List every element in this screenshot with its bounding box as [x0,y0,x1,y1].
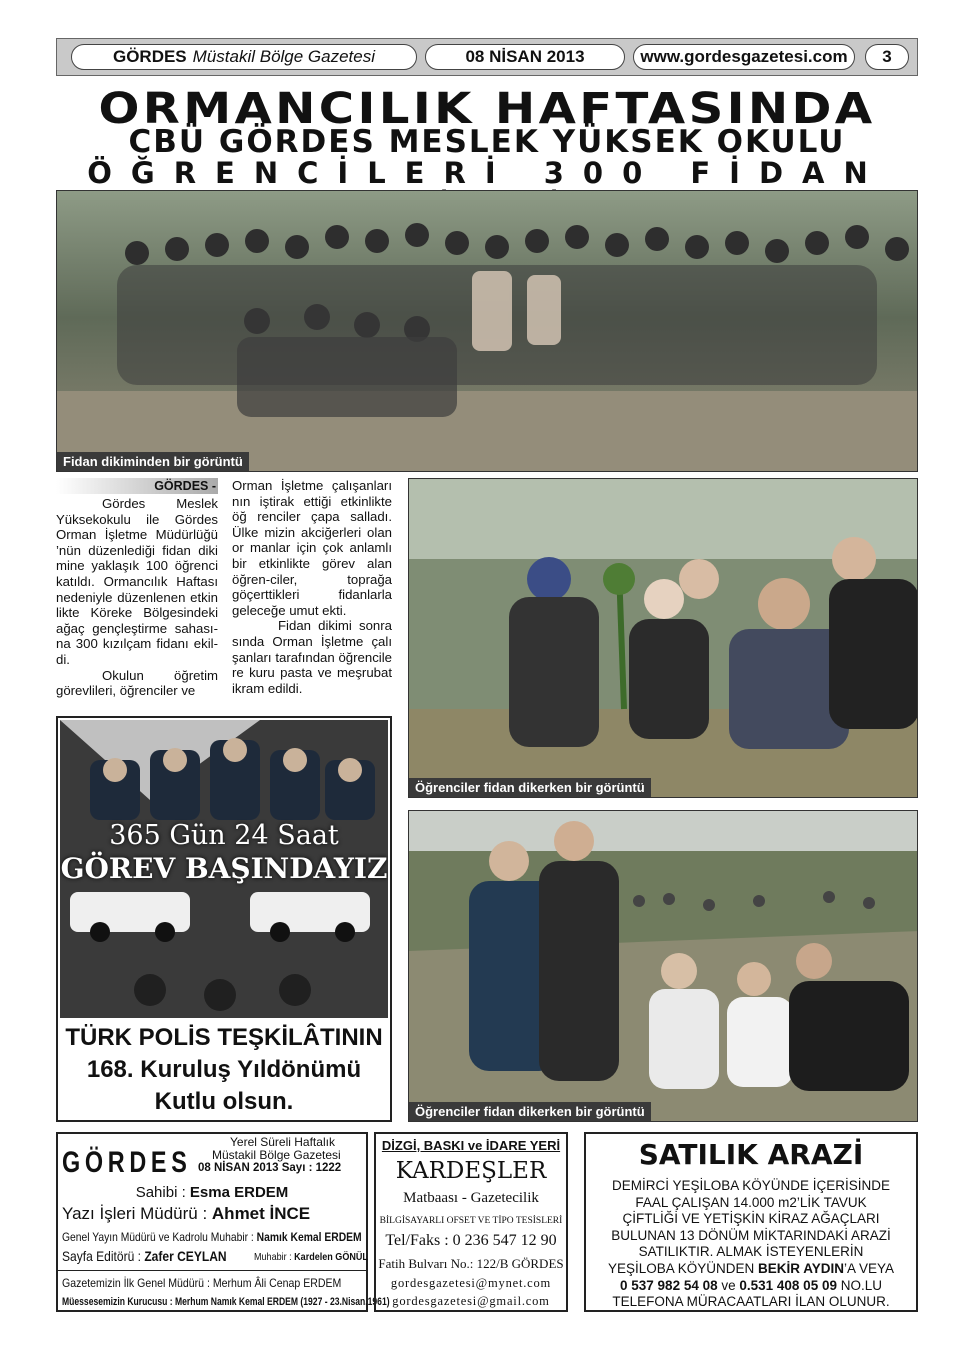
issue-date: 08 NİSAN 2013 [425,44,625,70]
masthead-sub1: Yerel Süreli Haftalık [230,1135,335,1149]
headline-sub: CBÜ GÖRDES MESLEK YÜKSEK OKULU [128,124,846,160]
classified-line-2: FAAL ÇALIŞAN 14.000 m2’LİK TAVUK [635,1194,867,1210]
classified-l7b: ve [717,1277,740,1293]
page-header-bar [56,38,918,76]
police-ad-line3: Kutlu olsun. [154,1088,294,1115]
page-editor-name: Zafer CEYLAN [144,1248,227,1264]
printer-heading: DİZGİ, BASKI ve İDARE YERİ [381,1138,561,1153]
paper-name-pill [71,44,417,70]
gm-label: Genel Yayın Müdürü ve Kadrolu Muhabir : [62,1230,257,1244]
third-photo [408,810,918,1122]
students-planting-image [409,479,918,798]
masthead-editor-row [62,1204,310,1224]
police-slogan-top: 365 Gün 24 Saat [109,820,339,851]
website-link[interactable]: www.gordesgazetesi.com [633,44,855,70]
gm-name: Namık Kemal ERDEM [256,1230,362,1244]
contact-name: BEKİR AYDIN [758,1260,845,1276]
classified-line-3: ÇİFTLİĞİ VE YETİŞKİN KİRAZ AĞAÇLARI [622,1211,880,1227]
contact-phone-1: 0 537 982 54 08 [620,1277,718,1293]
classified-line-8: TELEFONA MÜRACAATLARI İLAN OLUNUR. [612,1294,890,1310]
owner-label: Sahibi : [135,1184,190,1201]
headline-sub2: ÖĞRENCİLERİ 300 FİDAN [87,156,887,190]
printer-phone: Tel/Faks : 0 236 547 12 90 [385,1232,557,1249]
third-photo-caption: Öğrenciler fidan dikerken bir görüntü [409,1102,651,1121]
paper-name: GÖRDES [112,47,187,66]
police-anniversary-ad [56,716,392,1122]
article-paragraph-1: Gördes Meslek Yüksekokulu ile Gördes Orman İşletme Müdürlüğü ’nün düzenlediği fidan diki mine yaklaşık 100 öğrenci katıldı. Ormancılık Haftası nedeniyle düzenlenen etkin likte Köreke Bölgesindeki ağaç gençleştirme sahası-na 300 kızılçam fidanı ekil-di. [56,496,218,667]
masthead-title: GÖRDES [62,1146,192,1179]
printer-services: BİLGİSAYARLI OFSET VE TİPO TESİSLERİ [379,1216,563,1226]
article-paragraph-2: Okulun öğretim görevlileri, öğrenciler ve [56,667,218,699]
reporter-name: Kardelen GÖNÜL [294,1251,368,1263]
article-dateline: GÖRDES - [56,478,218,494]
first-general-manager: Gazetemizin İlk Genel Müdürü : Merhum Âli Cenap ERDEM [62,1276,342,1290]
masthead-subtitle [198,1136,368,1175]
main-photo-caption: Fidan dikiminden bir görüntü [57,452,249,471]
masthead-reporter-row [254,1251,368,1263]
classified-l6c: ’A VEYA [844,1260,895,1276]
printer-subtitle: Matbaası - Gazetecilik [403,1190,539,1206]
classified-l6a: YEŞİLOBA KÖYÜNDEN [607,1260,758,1276]
students-group-image [409,811,918,1122]
printer-name: KARDEŞLER [395,1158,547,1184]
paper-subtitle: Müstakil Bölge Gazetesi [192,47,376,66]
masthead-page-editor-row [62,1248,227,1264]
classified-line-7 [586,1278,916,1295]
second-photo-caption: Öğrenciler fidan dikerken bir görüntü [409,778,651,797]
police-ad-line1: TÜRK POLİS TEŞKİLÂTININ [65,1024,383,1051]
editor-name: Ahmet İNCE [211,1204,311,1223]
article-paragraph-3: Orman İşletme çalışanları nın iştirak ettiği etkinlikte öğ renciler çapa salladı. Ülke mizin akciğerleri olan or manlar için çok anlamlı bir etkinlikte görev alan öğren-ciler, toprağa göçerttikleri fidanlarla geleceğe umut ekti. [232,478,392,618]
masthead-box [56,1132,390,1312]
reporter-label: Muhabir : [254,1251,295,1263]
contact-phone-2: 0.531 408 05 09 [739,1277,837,1293]
founder-line: Müessesemizin Kurucusu : Merhum Namık Kemal ERDEM (1927 - 23.Nisan.1961) [62,1296,390,1308]
article-column-2 [232,478,392,696]
classified-line-6 [586,1261,916,1278]
headline-main: ORMANCILIK HAFTASINDA [98,84,876,134]
classified-land-for-sale [584,1132,918,1312]
owner-name: Esma ERDEM [189,1184,289,1201]
printer-address: Fatih Bulvarı No.: 122/B GÖRDES [378,1256,564,1271]
masthead-sub2: Müstakil Bölge Gazetesi [212,1148,341,1162]
article-paragraph-4: Fidan dikimi sonra sında Orman İşletme çalı şanları tarafından öğrencile re kuru pasta ve meşrubat ikram edildi. [232,618,392,696]
masthead-owner-row [58,1184,366,1201]
classified-line-4: BULUNAN 13 DÖNÜM MİKTARINDAKİ ARAZİ [611,1227,891,1243]
page-number: 3 [865,44,909,70]
editor-label: Yazı İşleri Müdürü : [62,1204,212,1223]
masthead-date-issue: 08 NİSAN 2013 Sayı : 1222 [198,1162,342,1174]
masthead-gm-row [62,1230,362,1244]
main-photo [56,190,918,472]
classified-line-5: SATILIKTIR. ALMAK İSTEYENLERİN [638,1244,864,1260]
classified-title: SATILIK ARAZİ [638,1138,864,1171]
classified-body [586,1178,916,1311]
second-photo [408,478,918,798]
group-photo-image [57,191,918,472]
police-ad-line2: 168. Kuruluş Yıldönümü [86,1056,362,1083]
police-ad-image [60,720,388,1018]
classified-l7d: NO.LU [836,1277,882,1293]
printer-email-1[interactable]: gordesgazetesi@mynet.com [390,1276,552,1290]
printer-box [374,1132,568,1312]
article-column-1 [56,478,218,699]
classified-line-1: DEMİRCİ YEŞİLOBA KÖYÜNDE İÇERİSİNDE [611,1178,891,1193]
police-slogan-bottom: GÖREV BAŞINDAYIZ [60,852,388,885]
printer-email-2[interactable]: gordesgazetesi@gmail.com [392,1294,550,1308]
page-editor-label: Sayfa Editörü : [62,1248,145,1264]
